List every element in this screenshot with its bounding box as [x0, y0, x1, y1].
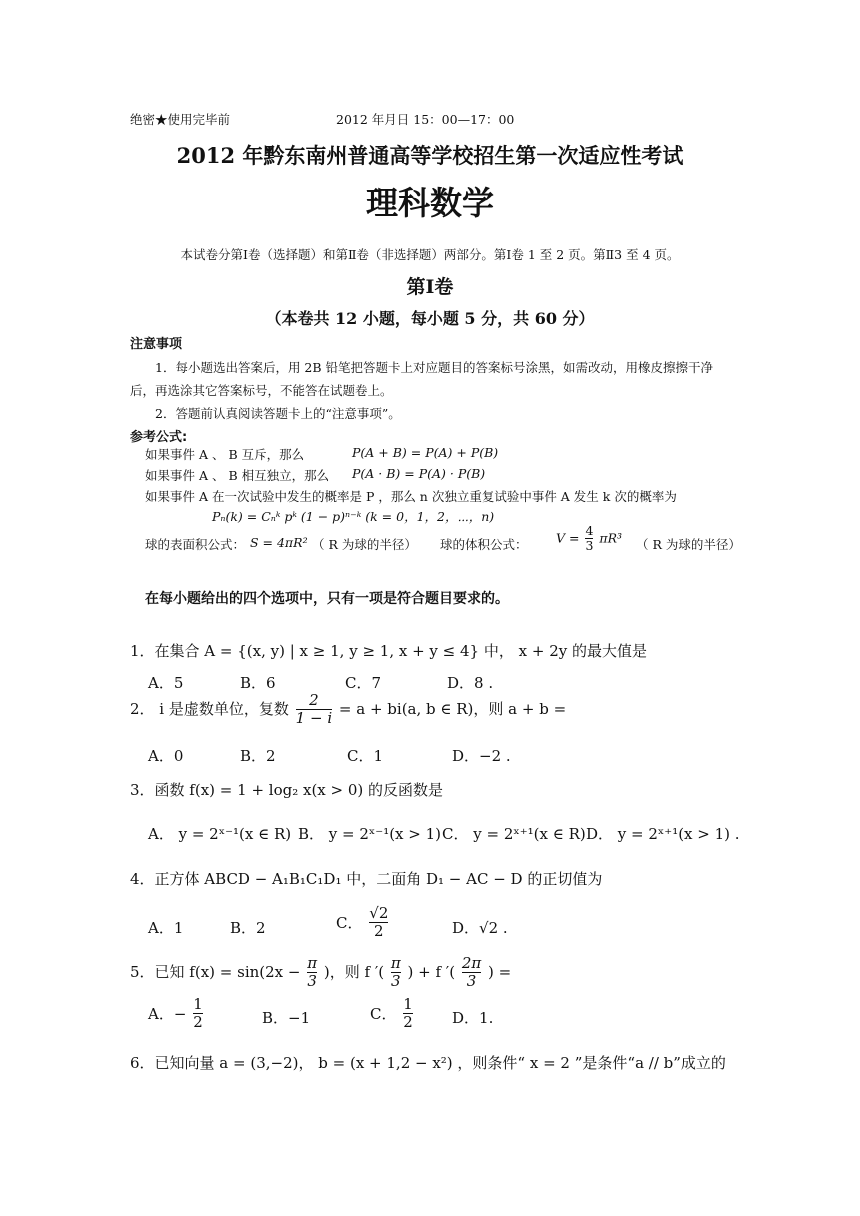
q1-option-a: A．5 [148, 674, 184, 692]
formula-1: P(A + B) = P(A) + P(B) [352, 445, 499, 460]
frac-den: 1 − i [295, 709, 333, 728]
q2-stem-post: = a + bi(a, b ∈ R)，则 a + b = [338, 699, 567, 718]
sphere-volume-formula [556, 524, 622, 554]
frac-num: π [307, 954, 318, 972]
q3-option-c: C． y = 2ˣ⁺¹(x ∈ R) [442, 825, 586, 843]
sphere-volume-label: 球的体积公式： [440, 537, 528, 552]
q1-option-b: B．6 [240, 674, 276, 692]
frac-den: 2 [193, 1013, 203, 1032]
q5-stem-mid2: ) + f ′( [407, 962, 456, 981]
question-1-stem: 1．在集合 A = {(x, y) | x ≥ 1, y ≥ 1, x + y ≤ 4} 中， x + 2y 的最大值是 [130, 642, 647, 660]
formula-3: Pₙ(k) = Cₙᵏ pᵏ (1 − p)ⁿ⁻ᵏ (k = 0，1，2，⋯，n) [212, 509, 495, 524]
question-4-stem: 4．正方体 ABCD − A₁B₁C₁D₁ 中，二面角 D₁ − AC − D 的正切值为 [130, 870, 603, 888]
frac-num: 1 [193, 995, 203, 1013]
q2-option-d: D．−2 . [452, 747, 511, 765]
q5-option-d: D．1. [452, 1009, 494, 1027]
formula-heading: 参考公式: [130, 430, 188, 445]
formula-1-text: 如果事件 A 、 B 互斥，那么 [145, 447, 305, 462]
q2-stem-pre: 2． i 是虚数单位，复数 [130, 699, 289, 718]
q5-option-c-label: C． [370, 1005, 397, 1024]
section-instruction: 在每小题给出的四个选项中，只有一项是符合题目要求的。 [145, 591, 509, 607]
exam-title: 2012 年黔东南州普通高等学校招生第一次适应性考试 [176, 143, 684, 168]
notice-heading: 注意事项 [130, 337, 183, 352]
q1-option-d: D．8 . [447, 674, 494, 692]
question-3-stem: 3．函数 f(x) = 1 + log₂ x(x > 0) 的反函数是 [130, 781, 444, 799]
sphere-volume-note: （ R 为球的半径） [636, 537, 741, 552]
q4-option-c-label: C． [336, 914, 363, 933]
frac-den: 2 [369, 922, 388, 940]
subject-title: 理科数学 [365, 184, 494, 222]
q3-option-a: A． y = 2ˣ⁻¹(x ∈ R) [148, 825, 292, 843]
frac-num: π [390, 954, 401, 972]
sphere-area-formula: S = 4πR² [250, 535, 308, 550]
q2-option-c: C．1 [347, 747, 384, 765]
sphere-volume-pre: V = [556, 530, 580, 546]
frac-den: 3 [391, 972, 401, 991]
q5-option-c [370, 996, 415, 1032]
q4-option-b: B．2 [230, 919, 266, 937]
q4-option-c [336, 905, 390, 941]
sphere-area-note: （ R 为球的半径） [312, 537, 417, 552]
notice-item-2: 2．答题前认真阅读答题卡上的“注意事项”。 [155, 406, 401, 421]
question-2-stem [130, 692, 566, 728]
frac-num: 2 [309, 691, 319, 709]
q5-option-a-fraction [193, 996, 203, 1032]
part-title: 第Ⅰ卷 [406, 276, 454, 298]
q4-option-a: A．1 [148, 919, 184, 937]
sphere-area-label: 球的表面积公式： [145, 537, 246, 552]
q4-option-c-fraction [369, 905, 388, 941]
part-subtitle: （本卷共 12 小题，每小题 5 分，共 60 分） [265, 309, 595, 328]
frac-num: 4 [585, 523, 594, 538]
frac-num: √2 [369, 904, 389, 922]
q5-option-b: B．−1 [262, 1009, 311, 1027]
notice-item-1-cont: 后，再选涂其它答案标号，不能答在试题卷上。 [130, 383, 393, 398]
frac-den: 2 [403, 1013, 413, 1032]
q5-fraction-3 [462, 955, 481, 991]
q5-stem-mid: )，则 f ′( [323, 962, 385, 981]
frac-den: 3 [307, 972, 317, 991]
secret-label: 绝密★使用完毕前 [130, 112, 231, 127]
formula-2-text: 如果事件 A 、 B 相互独立，那么 [145, 468, 330, 483]
q5-option-c-fraction [403, 996, 413, 1032]
intro-text: 本试卷分第Ⅰ卷（选择题）和第Ⅱ卷（非选择题）两部分。第Ⅰ卷 1 至 2 页。第Ⅱ3 至 4 页。 [180, 247, 680, 262]
q5-option-a-label: A．− [148, 1005, 187, 1024]
frac-den: 3 [462, 972, 481, 990]
formula-3-text: 如果事件 A 在一次试验中发生的概率是 P ，那么 n 次独立重复试验中事件 A 发生 k 次的概率为 [145, 489, 677, 504]
question-5-stem [130, 955, 511, 991]
q2-option-b: B．2 [240, 747, 276, 765]
q5-fraction-1 [307, 955, 317, 991]
q5-option-a [148, 996, 205, 1032]
q1-option-c: C．7 [345, 674, 382, 692]
q3-option-b: B． y = 2ˣ⁻¹(x > 1) [298, 825, 442, 843]
formula-2: P(A · B) = P(A) · P(B) [352, 466, 486, 481]
q5-fraction-2 [391, 955, 401, 991]
sphere-volume-fraction [585, 524, 593, 554]
q4-option-d: D．√2 . [452, 919, 508, 937]
question-6-stem: 6．已知向量 a = (3,−2)， b = (x + 1,2 − x²) ，则条件“ x = 2 ”是条件“a // b”成立的 [130, 1054, 726, 1072]
q2-option-a: A．0 [148, 747, 184, 765]
notice-item-1: 1．每小题选出答案后，用 2B 铅笔把答题卡上对应题目的答案标号涂黑，如需改动，用橡皮擦擦干净 [155, 360, 714, 375]
q5-stem-post: ) = [488, 962, 512, 981]
q2-fraction [296, 692, 332, 728]
exam-time: 2012 年月日 15：00—17：00 [336, 112, 515, 127]
frac-num: 2π [461, 954, 482, 972]
q5-stem-pre: 5．已知 f(x) = sin(2x − [130, 962, 301, 981]
q3-option-d: D． y = 2ˣ⁺¹(x > 1) . [586, 825, 740, 843]
sphere-volume-post: πR³ [599, 530, 623, 546]
frac-den: 3 [585, 538, 594, 554]
frac-num: 1 [403, 995, 413, 1013]
